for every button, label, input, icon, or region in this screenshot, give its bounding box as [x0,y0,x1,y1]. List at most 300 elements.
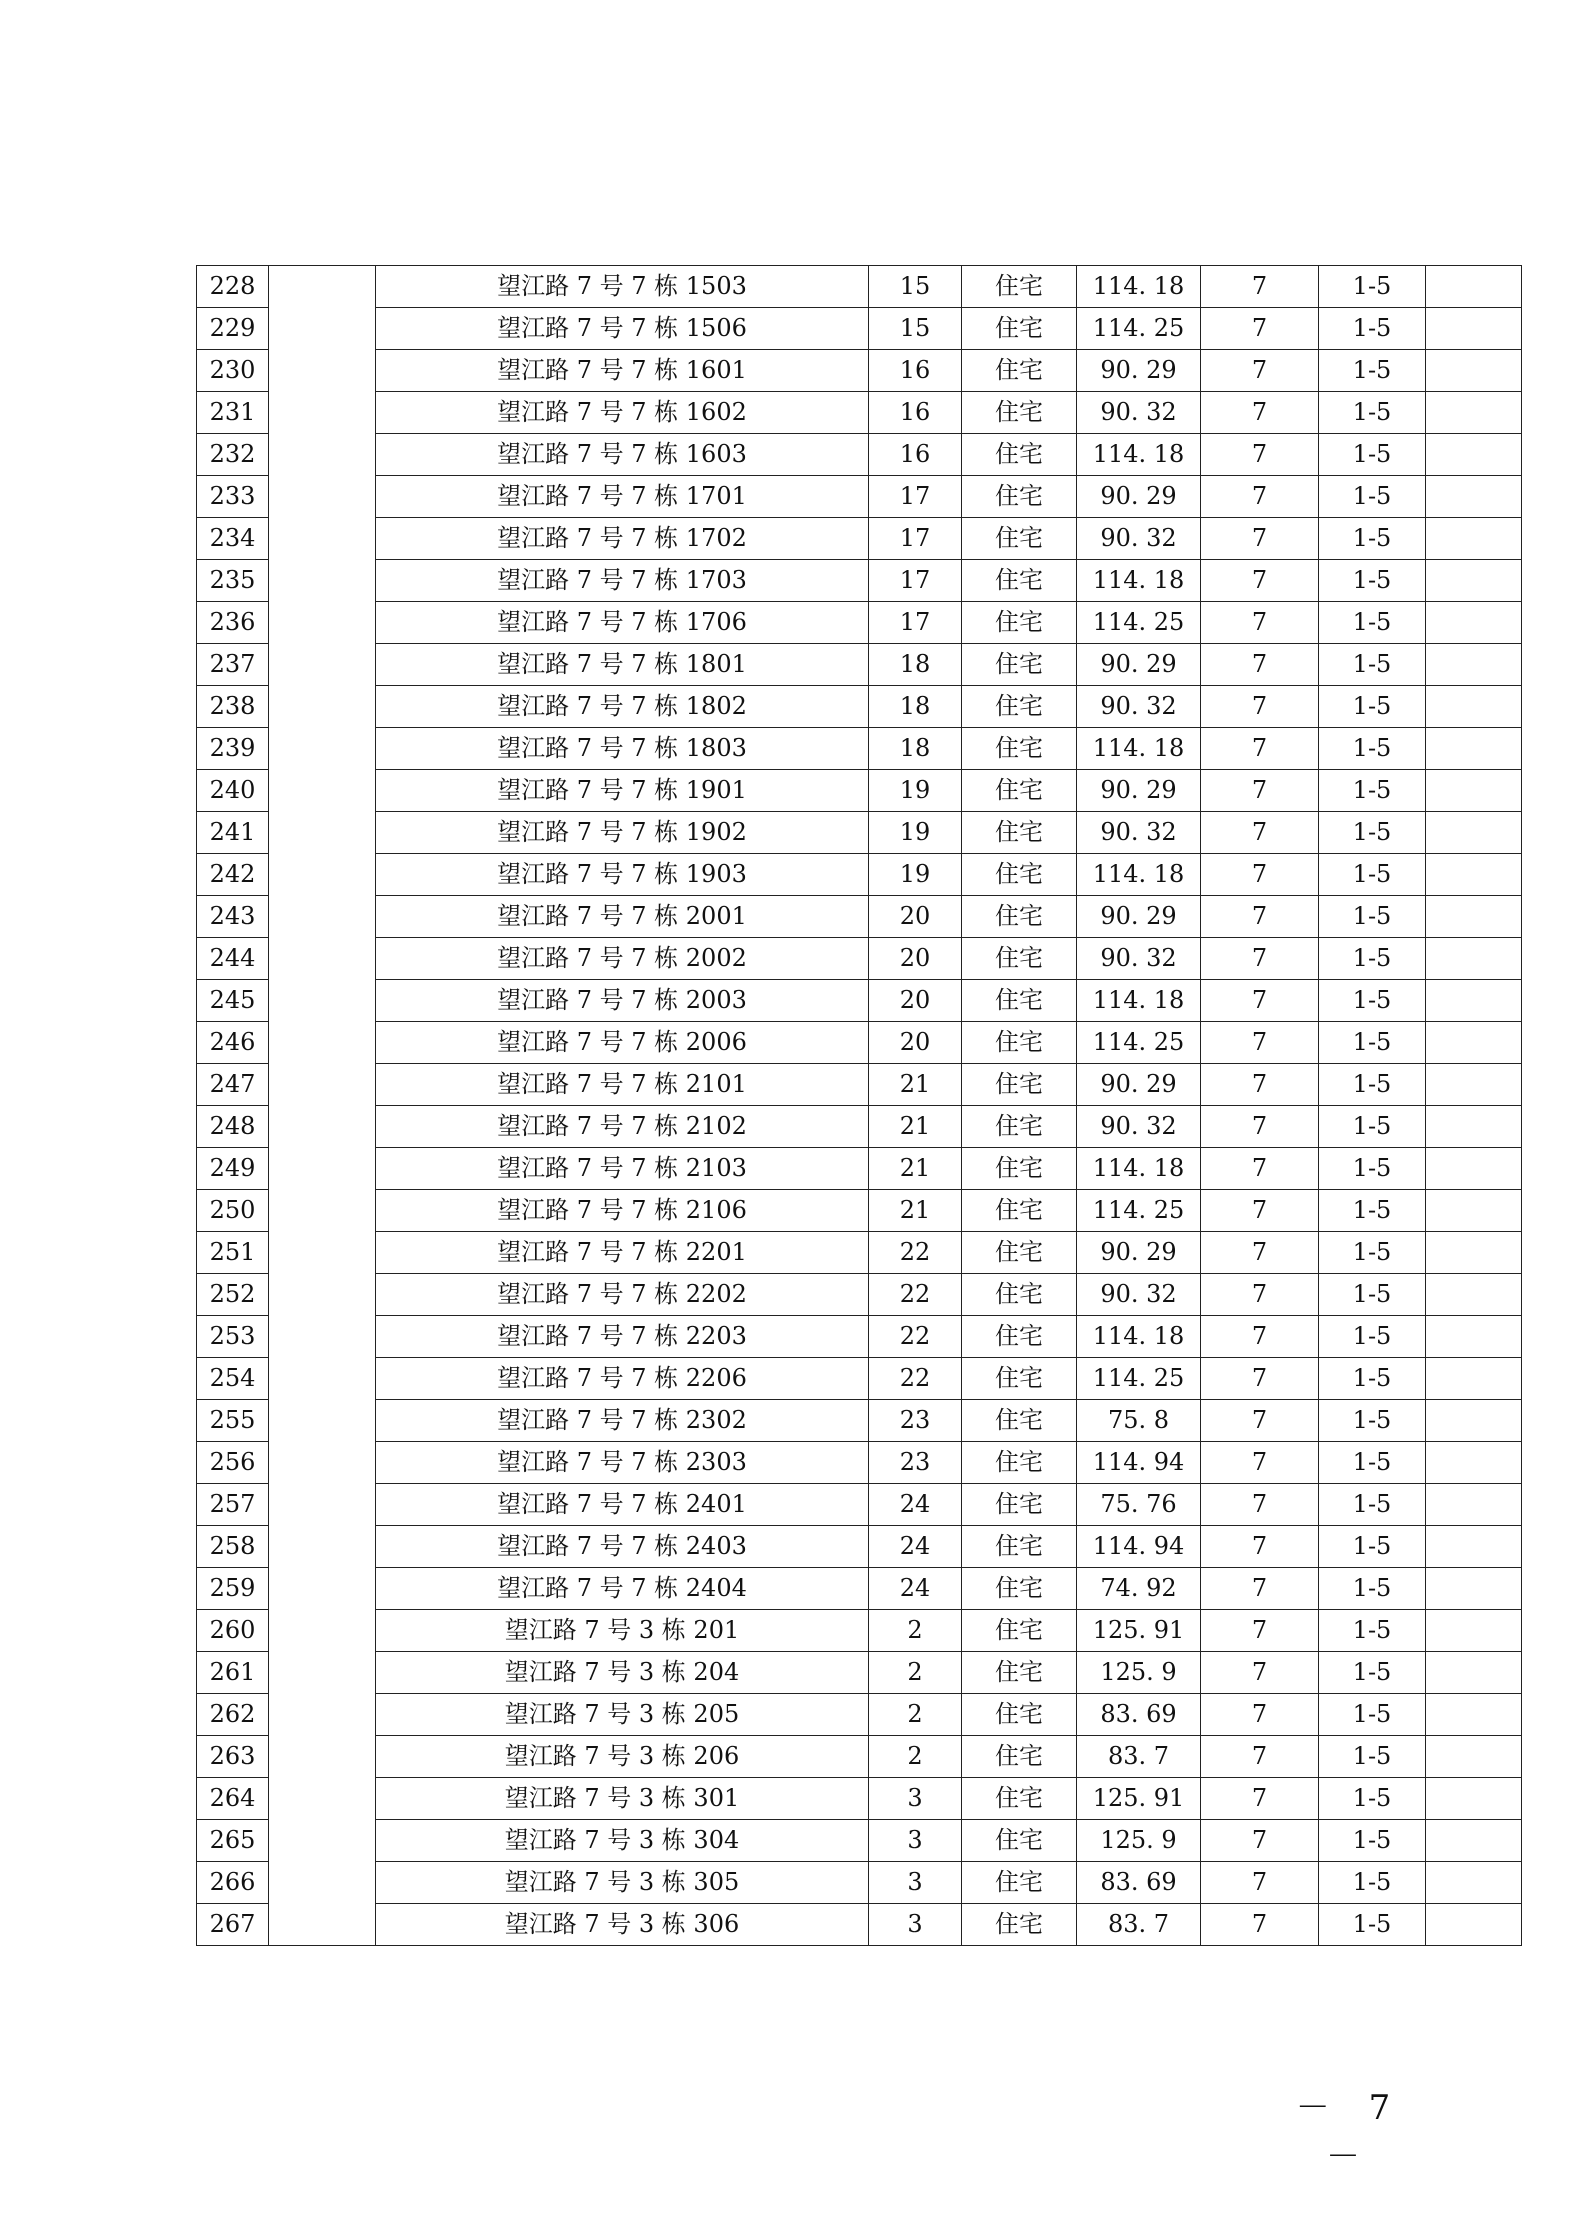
range-cell: 1-5 [1319,1274,1426,1316]
floor-cell: 19 [869,812,962,854]
usage-cell: 住宅 [962,1316,1077,1358]
usage-cell: 住宅 [962,518,1077,560]
floor-cell: 22 [869,1232,962,1274]
row-number-cell: 248 [197,1106,269,1148]
blank-cell [1426,1736,1522,1778]
value-cell: 7 [1201,1064,1319,1106]
address-cell: 望江路 7 号 7 栋 1702 [376,518,869,560]
value-cell: 7 [1201,728,1319,770]
floor-cell: 23 [869,1442,962,1484]
row-number-cell: 252 [197,1274,269,1316]
row-number-cell: 237 [197,644,269,686]
row-number-cell: 247 [197,1064,269,1106]
blank-cell [1426,1442,1522,1484]
floor-cell: 3 [869,1904,962,1946]
table-row [197,896,1522,938]
floor-cell: 24 [869,1484,962,1526]
table-row [197,938,1522,980]
value-cell: 7 [1201,770,1319,812]
usage-cell: 住宅 [962,644,1077,686]
table-row [197,1484,1522,1526]
value-cell: 7 [1201,938,1319,980]
address-cell: 望江路 7 号 7 栋 1902 [376,812,869,854]
usage-cell: 住宅 [962,686,1077,728]
floor-cell: 16 [869,350,962,392]
usage-cell: 住宅 [962,896,1077,938]
area-cell: 90. 29 [1077,1232,1201,1274]
table-row [197,1064,1522,1106]
table-row [197,1358,1522,1400]
blank-cell [1426,896,1522,938]
range-cell: 1-5 [1319,476,1426,518]
floor-cell: 2 [869,1610,962,1652]
table-row [197,1736,1522,1778]
blank-cell [1426,1106,1522,1148]
area-cell: 83. 7 [1077,1904,1201,1946]
range-cell: 1-5 [1319,1694,1426,1736]
range-cell: 1-5 [1319,1358,1426,1400]
blank-cell [1426,1358,1522,1400]
row-number-cell: 245 [197,980,269,1022]
table-row [197,1568,1522,1610]
row-number-cell: 258 [197,1526,269,1568]
blank-cell [1426,728,1522,770]
blank-cell [1426,308,1522,350]
value-cell: 7 [1201,1106,1319,1148]
address-cell: 望江路 7 号 7 栋 1701 [376,476,869,518]
blank-cell [1426,1862,1522,1904]
usage-cell: 住宅 [962,602,1077,644]
usage-cell: 住宅 [962,266,1077,308]
address-cell: 望江路 7 号 7 栋 1602 [376,392,869,434]
area-cell: 125. 9 [1077,1820,1201,1862]
range-cell: 1-5 [1319,1442,1426,1484]
floor-cell: 18 [869,728,962,770]
area-cell: 83. 7 [1077,1736,1201,1778]
floor-cell: 3 [869,1778,962,1820]
value-cell: 7 [1201,1400,1319,1442]
range-cell: 1-5 [1319,1904,1426,1946]
area-cell: 90. 32 [1077,1274,1201,1316]
floor-cell: 21 [869,1190,962,1232]
range-cell: 1-5 [1319,434,1426,476]
table-row [197,644,1522,686]
range-cell: 1-5 [1319,896,1426,938]
floor-cell: 20 [869,938,962,980]
area-cell: 90. 29 [1077,770,1201,812]
area-cell: 90. 29 [1077,350,1201,392]
address-cell: 望江路 7 号 7 栋 2403 [376,1526,869,1568]
table-row [197,1190,1522,1232]
range-cell: 1-5 [1319,854,1426,896]
address-cell: 望江路 7 号 7 栋 2201 [376,1232,869,1274]
range-cell: 1-5 [1319,770,1426,812]
value-cell: 7 [1201,812,1319,854]
blank-cell [1426,1190,1522,1232]
usage-cell: 住宅 [962,770,1077,812]
value-cell: 7 [1201,560,1319,602]
row-number-cell: 233 [197,476,269,518]
address-cell: 望江路 7 号 7 栋 1901 [376,770,869,812]
table-row [197,434,1522,476]
usage-cell: 住宅 [962,1904,1077,1946]
value-cell: 7 [1201,1190,1319,1232]
blank-cell [1426,854,1522,896]
blank-cell [1426,1610,1522,1652]
address-cell: 望江路 7 号 7 栋 1803 [376,728,869,770]
table-row [197,476,1522,518]
range-cell: 1-5 [1319,1610,1426,1652]
value-cell: 7 [1201,476,1319,518]
table-row [197,518,1522,560]
value-cell: 7 [1201,1652,1319,1694]
usage-cell: 住宅 [962,1274,1077,1316]
address-cell: 望江路 7 号 7 栋 2001 [376,896,869,938]
usage-cell: 住宅 [962,1400,1077,1442]
range-cell: 1-5 [1319,1316,1426,1358]
address-cell: 望江路 7 号 7 栋 1503 [376,266,869,308]
blank-cell [1426,1232,1522,1274]
value-cell: 7 [1201,308,1319,350]
usage-cell: 住宅 [962,1484,1077,1526]
blank-cell [1426,1022,1522,1064]
address-cell: 望江路 7 号 7 栋 1706 [376,602,869,644]
floor-cell: 23 [869,1400,962,1442]
value-cell: 7 [1201,518,1319,560]
blank-cell [1426,812,1522,854]
range-cell: 1-5 [1319,1022,1426,1064]
value-cell: 7 [1201,1484,1319,1526]
area-cell: 90. 32 [1077,1106,1201,1148]
usage-cell: 住宅 [962,1862,1077,1904]
floor-cell: 22 [869,1274,962,1316]
address-cell: 望江路 7 号 7 栋 2302 [376,1400,869,1442]
range-cell: 1-5 [1319,812,1426,854]
range-cell: 1-5 [1319,1820,1426,1862]
area-cell: 114. 18 [1077,728,1201,770]
value-cell: 7 [1201,602,1319,644]
blank-cell [1426,1148,1522,1190]
address-cell: 望江路 7 号 3 栋 301 [376,1778,869,1820]
value-cell: 7 [1201,980,1319,1022]
table-row [197,812,1522,854]
range-cell: 1-5 [1319,938,1426,980]
value-cell: 7 [1201,1904,1319,1946]
area-cell: 74. 92 [1077,1568,1201,1610]
row-number-cell: 228 [197,266,269,308]
range-cell: 1-5 [1319,728,1426,770]
blank-cell [1426,938,1522,980]
value-cell: 7 [1201,1274,1319,1316]
usage-cell: 住宅 [962,938,1077,980]
floor-cell: 15 [869,308,962,350]
usage-cell: 住宅 [962,1190,1077,1232]
address-cell: 望江路 7 号 3 栋 205 [376,1694,869,1736]
area-cell: 90. 32 [1077,392,1201,434]
value-cell: 7 [1201,1568,1319,1610]
usage-cell: 住宅 [962,1148,1077,1190]
floor-cell: 19 [869,854,962,896]
table-row [197,1904,1522,1946]
address-cell: 望江路 7 号 7 栋 1506 [376,308,869,350]
address-cell: 望江路 7 号 3 栋 206 [376,1736,869,1778]
area-cell: 114. 18 [1077,434,1201,476]
usage-cell: 住宅 [962,1694,1077,1736]
floor-cell: 18 [869,644,962,686]
usage-cell: 住宅 [962,1820,1077,1862]
value-cell: 7 [1201,1778,1319,1820]
address-cell: 望江路 7 号 7 栋 2103 [376,1148,869,1190]
area-cell: 83. 69 [1077,1862,1201,1904]
value-cell: 7 [1201,854,1319,896]
floor-cell: 24 [869,1568,962,1610]
address-cell: 望江路 7 号 7 栋 2404 [376,1568,869,1610]
range-cell: 1-5 [1319,392,1426,434]
area-cell: 125. 91 [1077,1778,1201,1820]
row-number-cell: 232 [197,434,269,476]
range-cell: 1-5 [1319,1568,1426,1610]
range-cell: 1-5 [1319,308,1426,350]
table-row [197,392,1522,434]
range-cell: 1-5 [1319,1484,1426,1526]
value-cell: 7 [1201,644,1319,686]
page-number: － 7 － [1295,2088,1405,2177]
area-cell: 114. 25 [1077,602,1201,644]
row-number-cell: 260 [197,1610,269,1652]
row-number-cell: 238 [197,686,269,728]
row-number-cell: 265 [197,1820,269,1862]
merged-blank-cell-1 [269,266,376,1946]
row-number-cell: 261 [197,1652,269,1694]
usage-cell: 住宅 [962,728,1077,770]
value-cell: 7 [1201,1736,1319,1778]
table-row [197,854,1522,896]
table-row [197,1694,1522,1736]
floor-cell: 16 [869,434,962,476]
blank-cell [1426,1820,1522,1862]
floor-cell: 22 [869,1358,962,1400]
address-cell: 望江路 7 号 7 栋 1603 [376,434,869,476]
usage-cell: 住宅 [962,1778,1077,1820]
range-cell: 1-5 [1319,350,1426,392]
value-cell: 7 [1201,266,1319,308]
value-cell: 7 [1201,1358,1319,1400]
usage-cell: 住宅 [962,1442,1077,1484]
table-row [197,1442,1522,1484]
row-number-cell: 240 [197,770,269,812]
address-cell: 望江路 7 号 7 栋 2003 [376,980,869,1022]
floor-cell: 17 [869,560,962,602]
table-row [197,602,1522,644]
area-cell: 125. 91 [1077,1610,1201,1652]
blank-cell [1426,1694,1522,1736]
address-cell: 望江路 7 号 7 栋 1703 [376,560,869,602]
row-number-cell: 256 [197,1442,269,1484]
row-number-cell: 249 [197,1148,269,1190]
property-table [196,265,1522,1946]
address-cell: 望江路 7 号 3 栋 304 [376,1820,869,1862]
area-cell: 90. 29 [1077,1064,1201,1106]
table-row [197,308,1522,350]
usage-cell: 住宅 [962,1526,1077,1568]
blank-cell [1426,602,1522,644]
address-cell: 望江路 7 号 7 栋 2006 [376,1022,869,1064]
value-cell: 7 [1201,896,1319,938]
blank-cell [1426,686,1522,728]
address-cell: 望江路 7 号 7 栋 1601 [376,350,869,392]
blank-cell [1426,1064,1522,1106]
table-row [197,1106,1522,1148]
table-row [197,770,1522,812]
row-number-cell: 244 [197,938,269,980]
blank-cell [1426,1316,1522,1358]
blank-cell [1426,560,1522,602]
range-cell: 1-5 [1319,644,1426,686]
value-cell: 7 [1201,1610,1319,1652]
floor-cell: 3 [869,1862,962,1904]
row-number-cell: 243 [197,896,269,938]
row-number-cell: 264 [197,1778,269,1820]
blank-cell [1426,1568,1522,1610]
area-cell: 114. 18 [1077,560,1201,602]
area-cell: 114. 25 [1077,308,1201,350]
range-cell: 1-5 [1319,518,1426,560]
range-cell: 1-5 [1319,1064,1426,1106]
floor-cell: 21 [869,1106,962,1148]
row-number-cell: 230 [197,350,269,392]
range-cell: 1-5 [1319,602,1426,644]
range-cell: 1-5 [1319,686,1426,728]
blank-cell [1426,980,1522,1022]
floor-cell: 20 [869,896,962,938]
area-cell: 125. 9 [1077,1652,1201,1694]
table-row [197,266,1522,308]
address-cell: 望江路 7 号 7 栋 1801 [376,644,869,686]
row-number-cell: 259 [197,1568,269,1610]
table-row [197,1232,1522,1274]
blank-cell [1426,350,1522,392]
area-cell: 114. 18 [1077,266,1201,308]
value-cell: 7 [1201,686,1319,728]
floor-cell: 21 [869,1064,962,1106]
range-cell: 1-5 [1319,1652,1426,1694]
table-row [197,1778,1522,1820]
area-cell: 90. 32 [1077,518,1201,560]
floor-cell: 17 [869,602,962,644]
range-cell: 1-5 [1319,560,1426,602]
usage-cell: 住宅 [962,434,1077,476]
blank-cell [1426,1484,1522,1526]
blank-cell [1426,1778,1522,1820]
row-number-cell: 239 [197,728,269,770]
table-row [197,1610,1522,1652]
address-cell: 望江路 7 号 7 栋 2303 [376,1442,869,1484]
floor-cell: 20 [869,980,962,1022]
value-cell: 7 [1201,1862,1319,1904]
area-cell: 114. 25 [1077,1190,1201,1232]
row-number-cell: 253 [197,1316,269,1358]
row-number-cell: 234 [197,518,269,560]
blank-cell [1426,518,1522,560]
range-cell: 1-5 [1319,1190,1426,1232]
range-cell: 1-5 [1319,1400,1426,1442]
area-cell: 114. 94 [1077,1526,1201,1568]
floor-cell: 15 [869,266,962,308]
usage-cell: 住宅 [962,1652,1077,1694]
table-row [197,1148,1522,1190]
range-cell: 1-5 [1319,1232,1426,1274]
area-cell: 114. 25 [1077,1358,1201,1400]
blank-cell [1426,1652,1522,1694]
row-number-cell: 231 [197,392,269,434]
usage-cell: 住宅 [962,350,1077,392]
floor-cell: 19 [869,770,962,812]
floor-cell: 2 [869,1652,962,1694]
address-cell: 望江路 7 号 3 栋 305 [376,1862,869,1904]
row-number-cell: 267 [197,1904,269,1946]
floor-cell: 24 [869,1526,962,1568]
table-row [197,560,1522,602]
area-cell: 114. 18 [1077,1316,1201,1358]
address-cell: 望江路 7 号 7 栋 2106 [376,1190,869,1232]
row-number-cell: 254 [197,1358,269,1400]
table-row [197,728,1522,770]
blank-cell [1426,434,1522,476]
usage-cell: 住宅 [962,1358,1077,1400]
blank-cell [1426,392,1522,434]
area-cell: 90. 32 [1077,938,1201,980]
table-row [197,1274,1522,1316]
table-row [197,1526,1522,1568]
floor-cell: 20 [869,1022,962,1064]
value-cell: 7 [1201,1820,1319,1862]
value-cell: 7 [1201,1694,1319,1736]
table-row [197,1652,1522,1694]
row-number-cell: 262 [197,1694,269,1736]
usage-cell: 住宅 [962,980,1077,1022]
row-number-cell: 250 [197,1190,269,1232]
address-cell: 望江路 7 号 7 栋 1802 [376,686,869,728]
range-cell: 1-5 [1319,1736,1426,1778]
usage-cell: 住宅 [962,1568,1077,1610]
row-number-cell: 236 [197,602,269,644]
blank-cell [1426,1526,1522,1568]
usage-cell: 住宅 [962,854,1077,896]
usage-cell: 住宅 [962,1610,1077,1652]
usage-cell: 住宅 [962,392,1077,434]
row-number-cell: 229 [197,308,269,350]
usage-cell: 住宅 [962,1022,1077,1064]
value-cell: 7 [1201,434,1319,476]
value-cell: 7 [1201,350,1319,392]
table-row [197,1400,1522,1442]
row-number-cell: 266 [197,1862,269,1904]
table-row [197,350,1522,392]
address-cell: 望江路 7 号 7 栋 2203 [376,1316,869,1358]
floor-cell: 21 [869,1148,962,1190]
area-cell: 114. 94 [1077,1442,1201,1484]
usage-cell: 住宅 [962,1064,1077,1106]
area-cell: 90. 29 [1077,644,1201,686]
area-cell: 90. 29 [1077,896,1201,938]
floor-cell: 18 [869,686,962,728]
area-cell: 114. 25 [1077,1022,1201,1064]
address-cell: 望江路 7 号 3 栋 204 [376,1652,869,1694]
table-row [197,686,1522,728]
floor-cell: 3 [869,1820,962,1862]
blank-cell [1426,644,1522,686]
range-cell: 1-5 [1319,980,1426,1022]
